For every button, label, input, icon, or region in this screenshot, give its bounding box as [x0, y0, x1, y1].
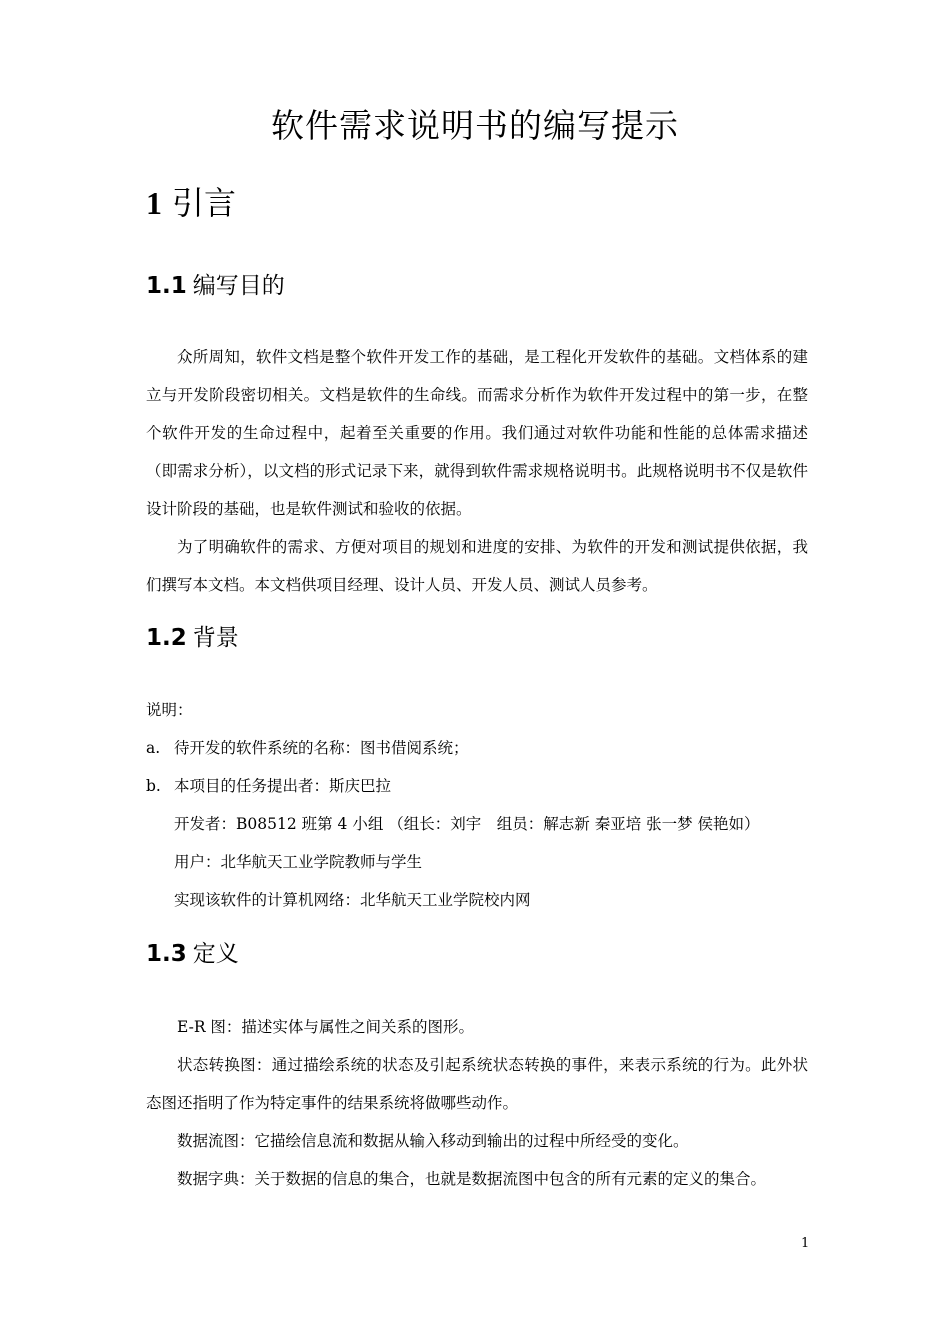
section-number: 1.2 [146, 625, 187, 651]
chapter-number: 1 [146, 185, 162, 221]
developer-line: 开发者：B08512 班第 4 小组 （组长：刘宇 组员：解志新 秦亚培 张一梦 侯艳如） [174, 815, 760, 833]
document-title: 软件需求说明书的编写提示 [271, 106, 679, 145]
chapter-heading [146, 181, 236, 225]
section-number: 1.1 [146, 273, 187, 299]
user-line: 用户：北华航天工业学院教师与学生 [174, 853, 423, 871]
section-heading-purpose [146, 270, 285, 302]
background-intro: 说明： [146, 701, 193, 719]
purpose-paragraph-1: 众所周知，软件文档是整个软件开发工作的基础，是工程化开发软件的基础。文档体系的建立与开发阶段密切相关。文档是软件的生命线。而需求分析作为软件开发过程中的第一步，在整个软件开发的生命过程中，起着至关重要的作用。我们通过对软件功能和性能的总体需求描述（即需求分析），以文档的形式记录下来，就得到软件需求规格说明书。此规格说明书不仅是软件设计阶段的基础，也是软件测试和验收的依据。 [146, 348, 808, 518]
section-title: 背景 [192, 625, 239, 651]
chapter-title: 引言 [172, 184, 237, 222]
definition-state-transition: 状态转换图：通过描绘系统的状态及引起系统状态转换的事件，来表示系统的行为。此外状态图还指明了作为特定事件的结果系统将做哪些动作。 [146, 1056, 808, 1112]
list-item [146, 729, 469, 767]
section-number: 1.3 [146, 941, 187, 967]
network-line: 实现该软件的计算机网络：北华航天工业学院校内网 [174, 891, 531, 909]
list-marker: b. [146, 777, 161, 795]
section-heading-definitions [146, 938, 239, 970]
section-heading-background [146, 622, 239, 654]
purpose-paragraph-2: 为了明确软件的需求、方便对项目的规划和进度的安排、为软件的开发和测试提供依据，我们撰写本文档。本文档供项目经理、设计人员、开发人员、测试人员参考。 [146, 538, 808, 594]
section-title: 定义 [192, 941, 239, 967]
list-item-text: 本项目的任务提出者：斯庆巴拉 [174, 777, 392, 795]
definition-er: E-R 图：描述实体与属性之间关系的图形。 [177, 1018, 474, 1036]
definition-data-flow: 数据流图：它描绘信息流和数据从输入移动到输出的过程中所经受的变化。 [177, 1132, 689, 1150]
page-number: 1 [801, 1236, 810, 1251]
list-marker: a. [146, 739, 161, 757]
definition-data-dictionary: 数据字典：关于数据的信息的集合，也就是数据流图中包含的所有元素的定义的集合。 [177, 1170, 767, 1188]
list-item [146, 767, 391, 805]
section-title: 编写目的 [192, 273, 285, 299]
list-item-text: 待开发的软件系统的名称：图书借阅系统； [174, 739, 469, 757]
